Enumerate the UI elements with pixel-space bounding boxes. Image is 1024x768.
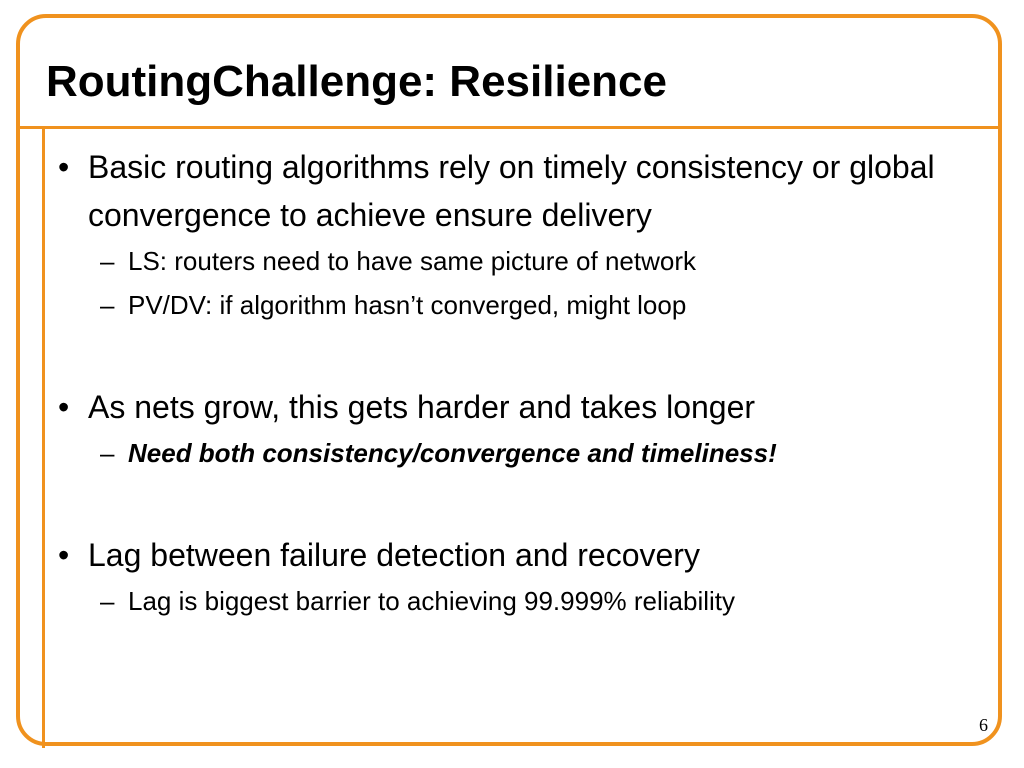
bullet-item — [58, 531, 988, 579]
page-number: 6 — [979, 715, 988, 735]
spacer — [58, 327, 988, 383]
sub-bullet-dash: – — [100, 438, 115, 468]
sub-bullet-text-emphasis: Need both consistency/convergence and timeliness! — [128, 438, 777, 468]
title-divider — [16, 126, 1002, 129]
sub-bullet-dash: – — [100, 586, 115, 616]
slide-body — [58, 143, 988, 623]
bullet-marker: • — [58, 537, 70, 573]
sub-bullet-text: Lag is biggest barrier to achieving 99.999% reliability — [128, 586, 736, 616]
sub-bullet-dash: – — [100, 290, 115, 320]
sub-bullet-dash: – — [100, 246, 115, 276]
sub-bullet-text: PV/DV: if algorithm hasn’t converged, might loop — [128, 290, 687, 320]
bullet-text: Basic routing algorithms rely on timely consistency or global convergence to achieve ensure delivery — [88, 149, 935, 233]
sub-bullet-item — [58, 239, 988, 283]
bullet-marker: • — [58, 389, 70, 425]
bullet-marker: • — [58, 149, 70, 185]
sub-bullet-item — [58, 431, 988, 475]
bullet-text: Lag between failure detection and recovery — [88, 537, 700, 573]
sub-bullet-item — [58, 579, 988, 623]
bullet-item — [58, 383, 988, 431]
sub-bullet-item — [58, 283, 988, 327]
sub-bullet-text: LS: routers need to have same picture of network — [128, 246, 696, 276]
slide-title: RoutingChallenge: Resilience — [46, 57, 667, 106]
bullet-text: As nets grow, this gets harder and takes longer — [88, 389, 756, 425]
spacer — [58, 475, 988, 531]
bullet-item — [58, 143, 988, 239]
left-margin-rule — [42, 126, 45, 748]
